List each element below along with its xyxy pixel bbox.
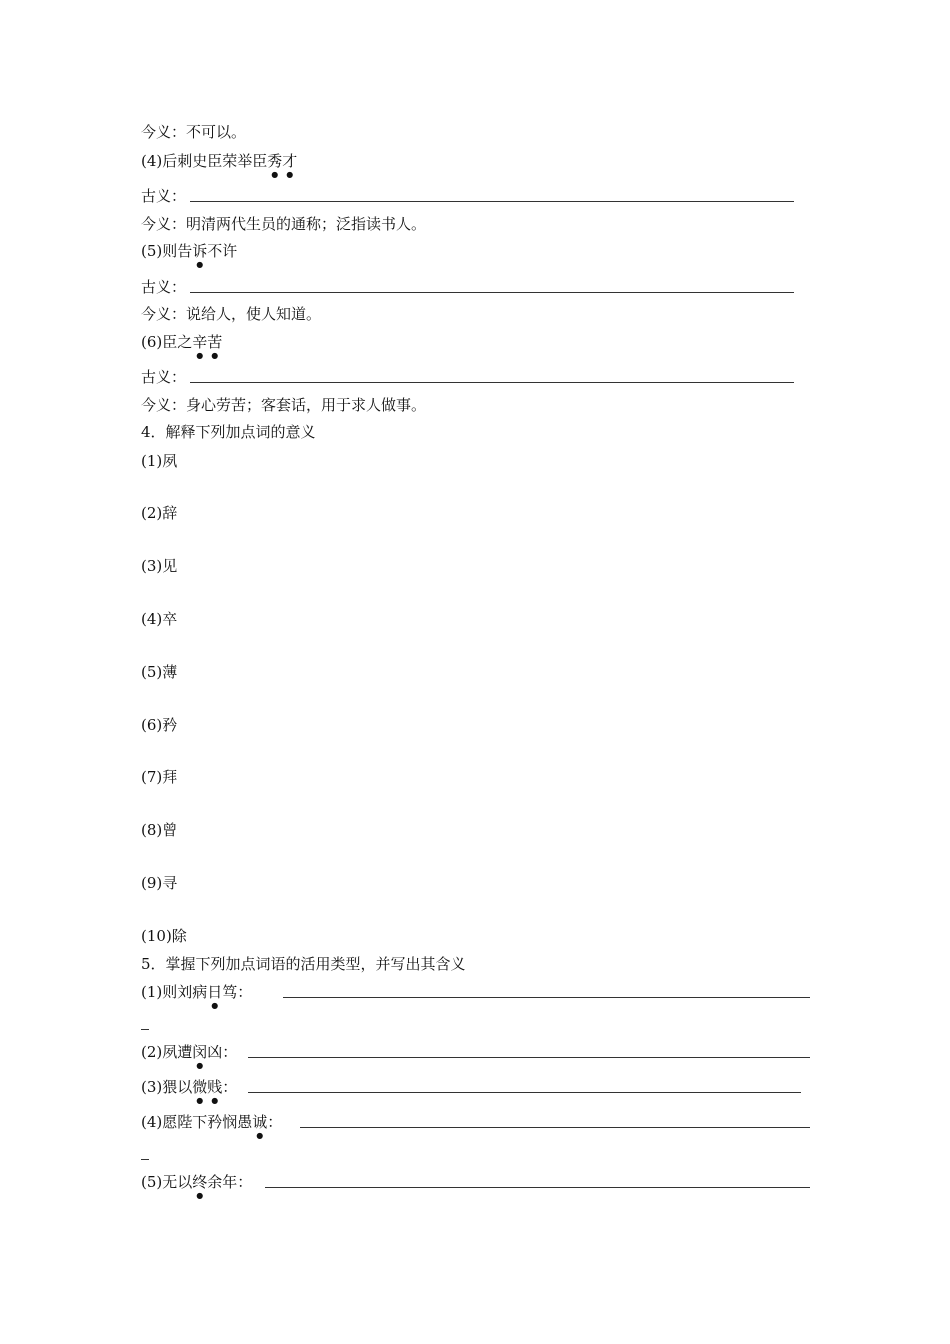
modern-meaning: 今义：说给人，使人知道。 bbox=[141, 305, 322, 323]
ancient-meaning-label: 古义： bbox=[141, 187, 187, 205]
answer-blank-continuation[interactable] bbox=[141, 1029, 149, 1030]
word-item: (6)矜 bbox=[141, 716, 178, 734]
answer-blank[interactable] bbox=[190, 201, 794, 202]
answer-blank[interactable] bbox=[248, 1092, 801, 1093]
word-item: (4)卒 bbox=[141, 610, 178, 628]
emphasized-word: 辛苦 bbox=[192, 333, 223, 351]
emphasized-word: 诚 bbox=[252, 1113, 268, 1131]
answer-blank-continuation[interactable] bbox=[141, 1159, 149, 1160]
emphasized-word: 微贱 bbox=[192, 1078, 223, 1096]
emphasized-word: 终 bbox=[192, 1173, 208, 1191]
emphasized-word: 闵 bbox=[192, 1043, 208, 1061]
word-item: (8)曾 bbox=[141, 821, 178, 839]
answer-blank[interactable] bbox=[190, 382, 794, 383]
item-6-sentence: (6)臣之辛苦 bbox=[141, 333, 223, 351]
item-5-sentence: (5)则告诉不许 bbox=[141, 242, 238, 260]
usage-item: (5)无以终余年： bbox=[141, 1173, 253, 1191]
emphasized-word: 秀才 bbox=[267, 152, 298, 170]
usage-item: (3)猥以微贱： bbox=[141, 1078, 238, 1096]
ancient-meaning-label: 古义： bbox=[141, 278, 187, 296]
word-item: (5)薄 bbox=[141, 663, 178, 681]
word-item: (9)寻 bbox=[141, 874, 178, 892]
emphasized-word: 诉 bbox=[192, 242, 208, 260]
word-item: (10)除 bbox=[141, 927, 187, 945]
emphasized-word: 日 bbox=[207, 983, 223, 1001]
word-item: (7)拜 bbox=[141, 768, 178, 786]
modern-meaning: 今义：身心劳苦；客套话，用于求人做事。 bbox=[141, 396, 427, 414]
answer-blank[interactable] bbox=[300, 1127, 810, 1128]
modern-meaning: 今义：明清两代生员的通称；泛指读书人。 bbox=[141, 215, 427, 233]
answer-blank[interactable] bbox=[190, 292, 794, 293]
section-5-heading: 5．掌握下列加点词语的活用类型，并写出其含义 bbox=[141, 955, 466, 973]
word-item: (3)见 bbox=[141, 557, 178, 575]
answer-blank[interactable] bbox=[283, 997, 810, 998]
usage-item: (1)则刘病日笃： bbox=[141, 983, 253, 1001]
usage-item: (4)愿陛下矜悯愚诚： bbox=[141, 1113, 283, 1131]
answer-blank[interactable] bbox=[265, 1187, 810, 1188]
ancient-meaning-label: 古义： bbox=[141, 368, 187, 386]
answer-blank[interactable] bbox=[248, 1057, 810, 1058]
section-4-heading: 4．解释下列加点词的意义 bbox=[141, 423, 316, 441]
word-item: (2)辞 bbox=[141, 504, 178, 522]
meaning-line: 今义：不可以。 bbox=[141, 123, 247, 141]
usage-item: (2)夙遭闵凶： bbox=[141, 1043, 238, 1061]
word-item: (1)夙 bbox=[141, 452, 178, 470]
item-4-sentence: (4)后刺史臣荣举臣秀才 bbox=[141, 152, 298, 170]
